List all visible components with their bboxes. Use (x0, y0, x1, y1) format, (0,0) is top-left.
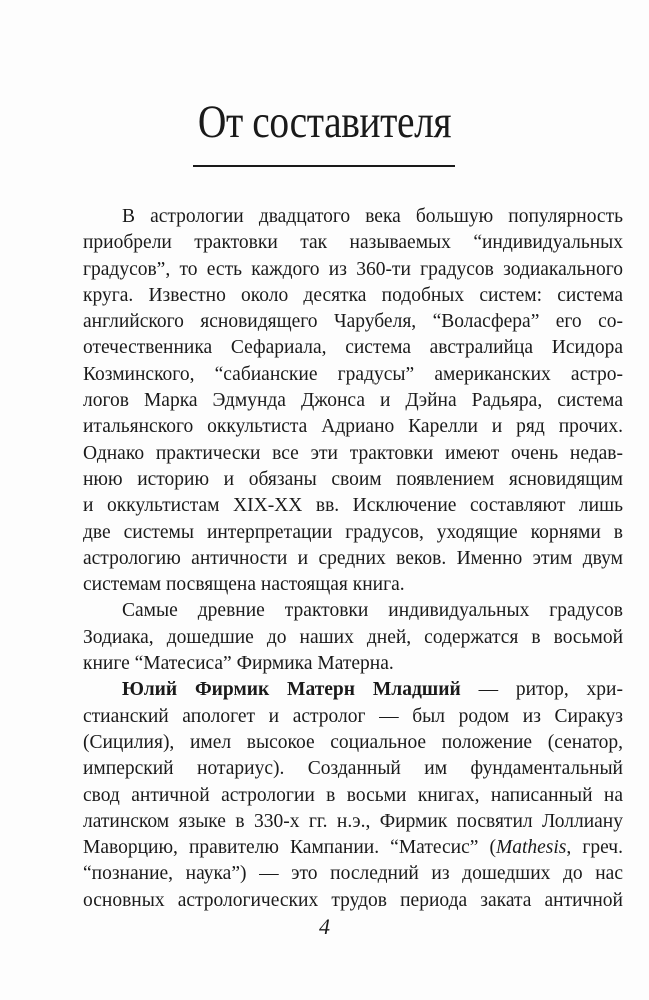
text-line (83, 677, 623, 703)
text-line: английского ясновидящего Чарубеля, “Воласфера” его со- (83, 311, 623, 333)
author-name: Юлий Фирмик Матерн Младший (122, 679, 461, 701)
body-text (83, 204, 623, 914)
text-line: свод античной астрологии в восьми книгах, написанный на (83, 784, 623, 806)
text-line: круга. Известно около десятка подобных систем: система (83, 284, 623, 306)
text-line: две системы интерпретации градусов, уходящие корнями в (83, 521, 623, 543)
text-line: градусов”, то есть каждого из 360-ти градусов зодиакального (83, 258, 623, 280)
text-line: основных астрологических трудов периода заката античной (83, 889, 623, 911)
text-line: (Сицилия), имел высокое социальное положение (сенатор, (83, 731, 623, 753)
text-line: Козминского, “сабианские градусы” американских астро- (83, 363, 623, 385)
text-line: “познание, наука”) — это последний из дошедших до нас (83, 863, 623, 885)
text-line: имперский нотариус). Созданный им фундаментальный (83, 758, 623, 780)
text-line: Самые древние трактовки индивидуальных градусов (122, 600, 623, 622)
text-line: Однако практически все эти трактовки имеют очень недав- (83, 442, 623, 464)
text-line: и оккультистам XIX-XX вв. Исключение составляют лишь (83, 495, 623, 517)
title-underline (193, 165, 455, 167)
text-line: астрологию античности и средних веков. Именно этим двум (83, 547, 623, 569)
text-line: нюю историю и обязаны своим появлением ясновидящим (83, 468, 623, 490)
text-fragment: , греч. (566, 837, 623, 859)
text-line: стианский апологет и астролог — был родом из Сиракуз (83, 705, 623, 727)
text-line: Зодиака, дошедшие до наших дней, содержатся в восьмой (83, 626, 623, 648)
text-line: итальянского оккультиста Адриано Карелли и ряд прочих. (83, 416, 623, 438)
text-fragment: Маворцию, правителю Кампании. “Матесис” ( (83, 837, 496, 859)
text-line: логов Марка Эдмунда Джонса и Дэйна Радьяра, система (83, 390, 623, 412)
text-line: В астрологии двадцатого века большую популярность (122, 206, 623, 227)
text-line: системам посвящена настоящая книга. (83, 574, 405, 596)
text-line: книге “Матесиса” Фирмика Матерна. (83, 653, 394, 675)
page-number: 4 (319, 914, 330, 939)
text-line: приобрели трактовки так называемых “индивидуальных (83, 232, 623, 254)
text-line: отечественника Сефариала, система австралийца Исидора (83, 337, 623, 359)
text-fragment: — ритор, хри- (460, 679, 623, 701)
text-line (83, 835, 623, 861)
latin-term: Mathesis (495, 837, 567, 859)
page-title: От составителя (197, 96, 452, 148)
text-line: латинском языке в 330-х гг. н.э., Фирмик посвятил Лоллиану (83, 810, 623, 832)
